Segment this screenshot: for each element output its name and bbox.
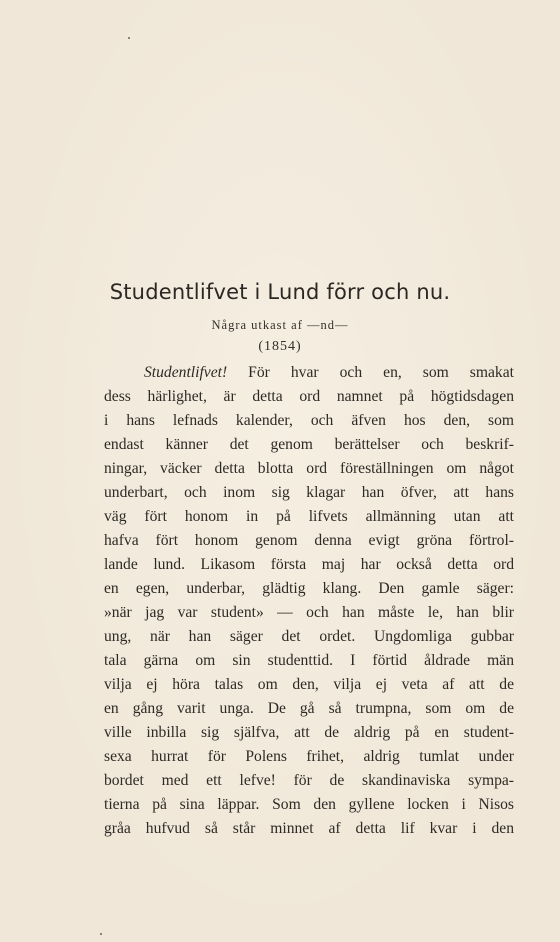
text-line: vilja ej höra talas om den, vilja ej veta af att de: [104, 676, 514, 693]
text-line: ningar, väcker detta blotta ord föreställningen om något: [104, 460, 514, 477]
text-line: endast känner det genom berättelser och beskrif-: [104, 436, 514, 453]
chapter-subtitle: Några utkast af —nd—: [211, 318, 349, 332]
text-line: tierna på sina läppar. Som den gyllene locken i Nisos: [104, 796, 514, 813]
body-paragraph: [104, 361, 514, 841]
lead-word: Studentlifvet!: [144, 364, 228, 381]
text-line: tala gärna om sin studenttid. I förtid åldrade män: [104, 652, 514, 669]
text-line: en egen, underbar, glädtig klang. Den gamle säger:: [104, 580, 514, 597]
text-line: bordet med ett lefve! för de skandinaviska sympa-: [104, 772, 514, 789]
paper-speck: [100, 933, 102, 935]
text-line: gråa hufvud så står minnet af detta lif kvar i den: [104, 820, 514, 837]
chapter-title: Studentlifvet i Lund förr och nu.: [109, 280, 451, 304]
text-line: en gång varit unga. De gå så trumpna, som om de: [104, 700, 514, 717]
text-line: dess härlighet, är detta ord namnet på högtidsdagen: [104, 388, 514, 405]
text-line: underbart, och inom sig klagar han öfver, att hans: [104, 484, 514, 501]
text-line: »när jag var student» — och han måste le, han blir: [104, 604, 514, 621]
text-line: ville inbilla sig själfva, att de aldrig på en student-: [104, 724, 514, 741]
chapter-year: (1854): [258, 339, 302, 354]
first-line-rest: För hvar och en, som smakat: [248, 364, 514, 381]
text-line: ung, när han säger det ordet. Ungdomliga gubbar: [104, 628, 514, 645]
text-line: [104, 361, 514, 385]
text-line: väg fört honom in på lifvets allmänning utan att: [104, 508, 514, 525]
paper-speck: [128, 37, 130, 39]
text-line: lande lund. Likasom första maj har också detta ord: [104, 556, 514, 573]
text-line: hafva fört honom genom denna evigt gröna förtrol-: [104, 532, 514, 549]
text-line: i hans lefnads kalender, och äfven hos den, som: [104, 412, 514, 429]
text-line: sexa hurrat för Polens frihet, aldrig tumlat under: [104, 748, 514, 765]
